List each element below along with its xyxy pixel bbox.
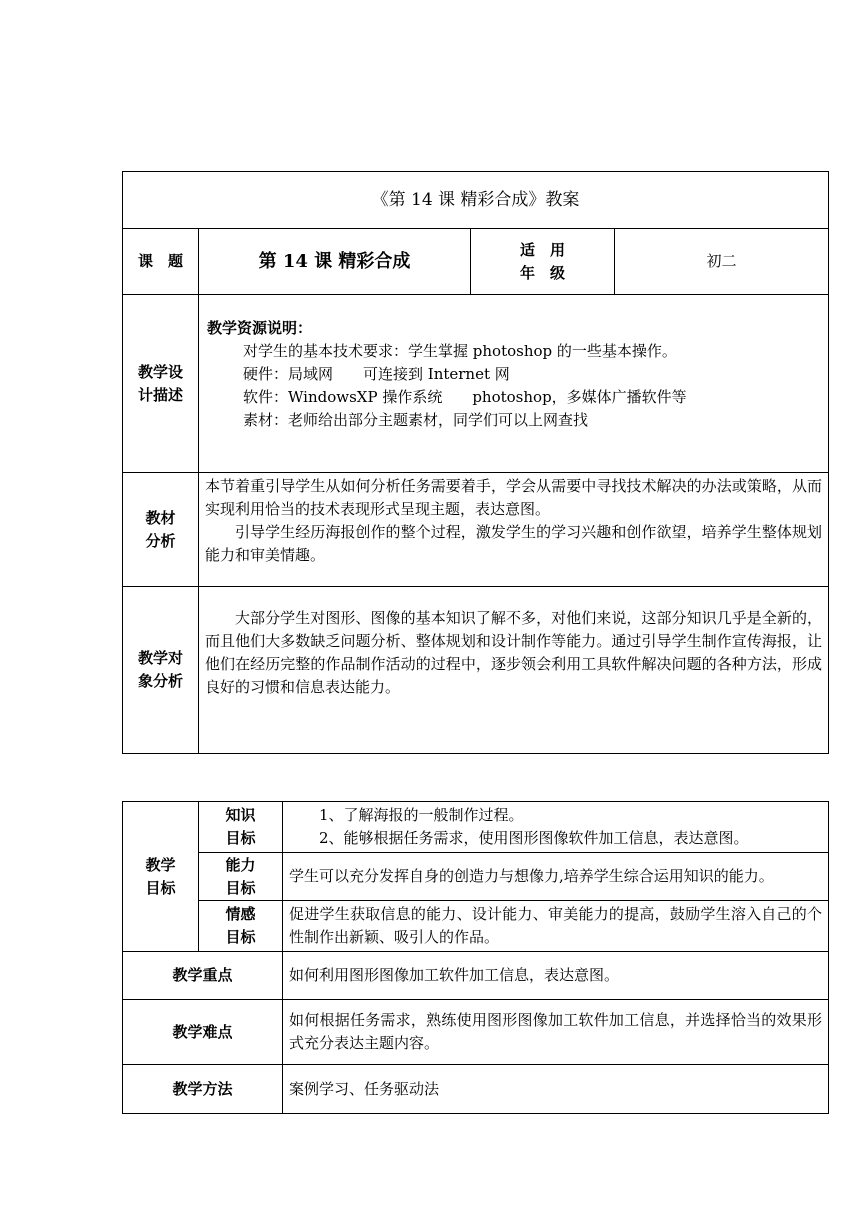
material-paragraph-2: 引导学生经历海报创作的整个过程，激发学生的学习兴趣和创作欲望，培养学生整体规划能力和审美情趣。 — [205, 523, 823, 564]
grade-label-line1: 适 用 — [519, 240, 565, 259]
document-title-text: 《第 14 课 精彩合成》教案 — [371, 189, 580, 210]
grade-value: 初二 — [615, 229, 829, 295]
topic-label: 课 题 — [123, 229, 199, 295]
knowledge-item-2: 2、能够根据任务需求，使用图形图像软件加工信息，表达意图。 — [319, 829, 749, 847]
difficulty-label: 教学难点 — [123, 1000, 283, 1065]
design-line-3: 软件：WindowsXP 操作系统 photoshop，多媒体广播软件等 — [243, 388, 687, 406]
emotion-label: 情感目标 — [199, 901, 283, 952]
students-content — [199, 587, 829, 754]
design-content — [199, 295, 829, 473]
students-paragraph: 大部分学生对图形、图像的基本知识了解不多，对他们来说，这部分知识几乎是全新的，而且他们大多数缺乏问题分析、整体规划和设计制作等能力。通过引导学生制作宣传海报，让他们在经历完整的作品制作活动的过程中，逐步领会利用工具软件解决问题的各种方法，形成良好的习惯和信息表达能力。 — [205, 609, 823, 696]
key-point-label: 教学重点 — [123, 952, 283, 1000]
method-label: 教学方法 — [123, 1065, 283, 1114]
goals-table — [122, 801, 829, 1114]
emotion-text: 促进学生获取信息的能力、设计能力、审美能力的提高，鼓励学生溶入自己的个性制作出新颖、吸引人的作品。 — [283, 901, 829, 952]
design-label: 教学设计描述 — [123, 295, 199, 473]
document-title — [123, 172, 829, 229]
knowledge-content — [283, 802, 829, 853]
grade-label — [471, 229, 615, 295]
topic-value: 第 14 课 精彩合成 — [199, 229, 471, 295]
design-heading: 教学资源说明： — [207, 319, 313, 337]
material-paragraph-1: 本节着重引导学生从如何分析任务需要着手，学会从需要中寻找技术解决的办法或策略，从而实现利用恰当的技术表现形式呈现主题，表达意图。 — [205, 477, 823, 518]
difficulty-text: 如何根据任务需求，熟练使用图形图像加工软件加工信息，并选择恰当的效果形式充分表达主题内容。 — [283, 1000, 829, 1065]
design-line-1: 对学生的基本技术要求：学生掌握 photoshop 的一些基本操作。 — [243, 342, 677, 360]
material-label: 教材分析 — [123, 473, 199, 587]
grade-label-line2: 年 级 — [519, 263, 565, 282]
lesson-plan-table — [122, 171, 829, 754]
material-content — [199, 473, 829, 587]
key-point-text: 如何利用图形图像加工软件加工信息，表达意图。 — [283, 952, 829, 1000]
knowledge-item-1: 1、了解海报的一般制作过程。 — [319, 806, 524, 824]
method-text: 案例学习、任务驱动法 — [283, 1065, 829, 1114]
knowledge-label: 知识目标 — [199, 802, 283, 853]
ability-text: 学生可以充分发挥自身的创造力与想像力,培养学生综合运用知识的能力。 — [283, 853, 829, 901]
ability-label: 能力目标 — [199, 853, 283, 901]
students-label: 教学对象分析 — [123, 587, 199, 754]
goals-label: 教学目标 — [123, 802, 199, 952]
design-line-4: 素材：老师给出部分主题素材，同学们可以上网查找 — [243, 411, 589, 429]
design-line-2: 硬件：局域网 可连接到 Internet 网 — [243, 365, 510, 383]
